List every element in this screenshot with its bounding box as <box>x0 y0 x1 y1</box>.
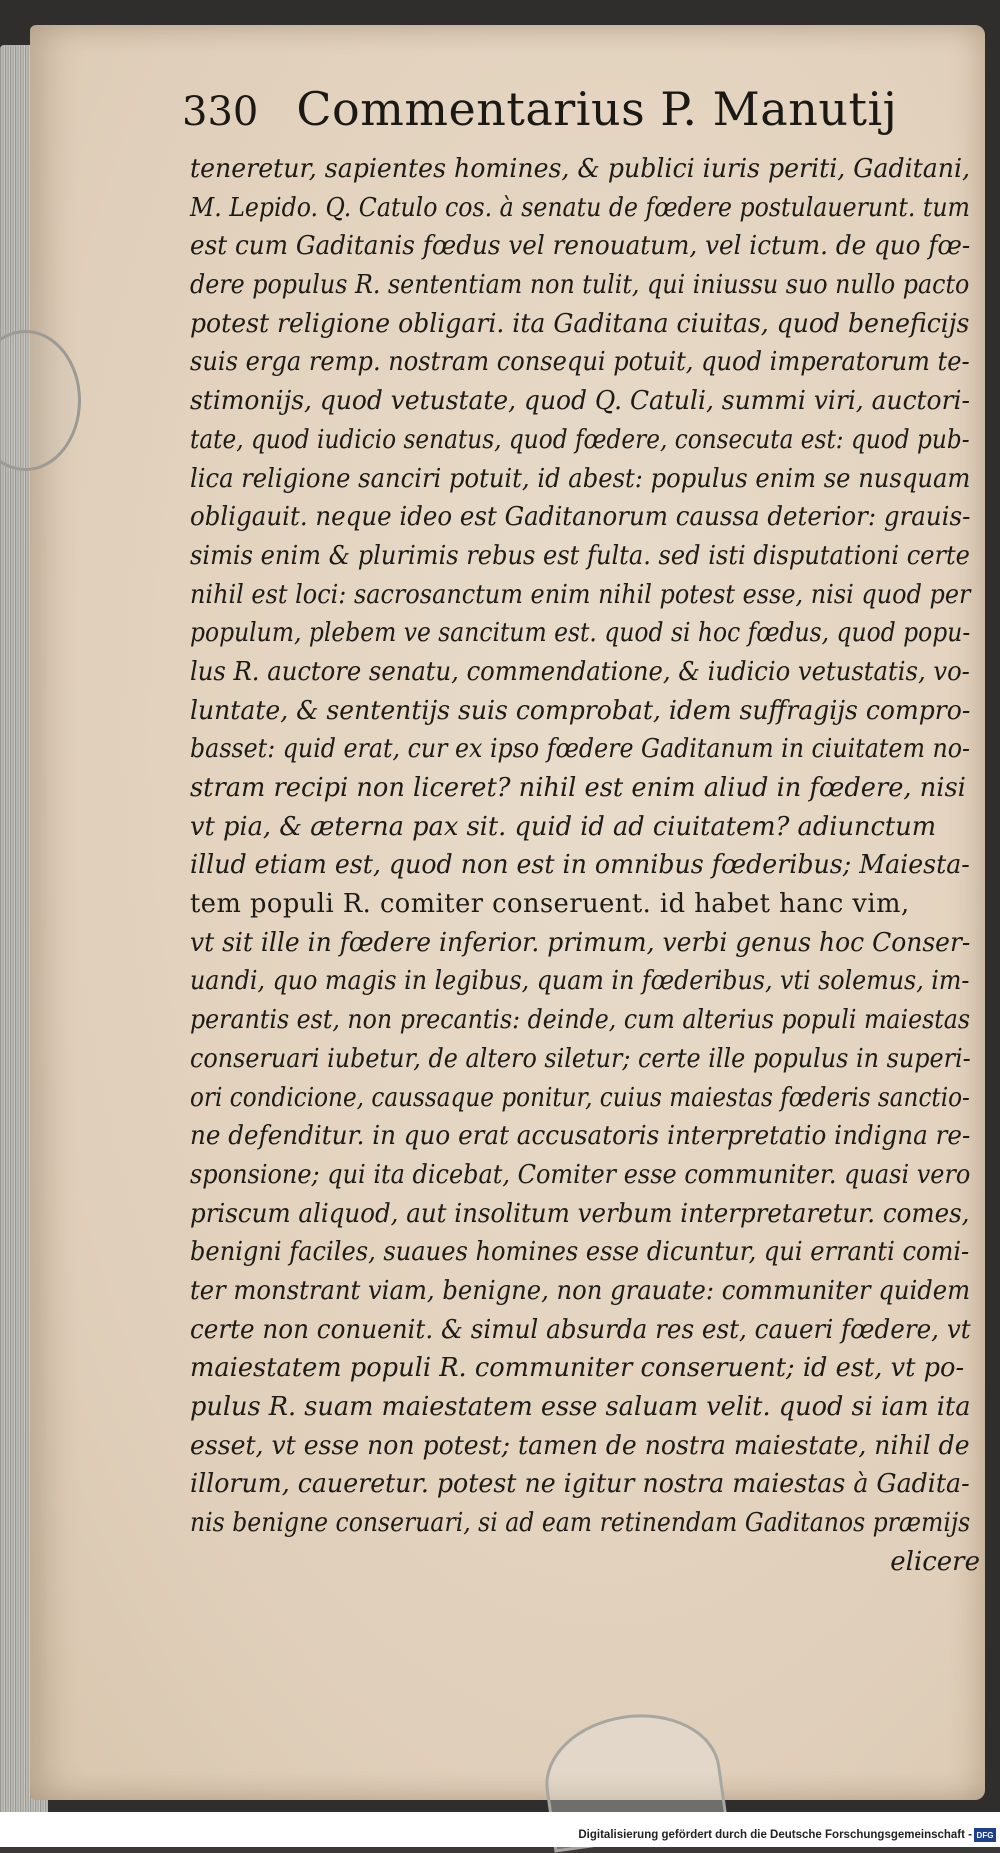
text-line: teneretur, sapientes homines, & publici iuris periti, Gaditani, <box>190 154 971 184</box>
text-line: luntate, & sententijs suis comprobat, idem suffragijs compro- <box>190 695 971 726</box>
page-number: 330 <box>182 89 259 135</box>
digitalisation-note: Digitalisierung gefördert durch die Deutsche Forschungsgemeinschaft - <box>578 1829 972 1841</box>
running-title: Commentarius P. Manutij <box>296 82 898 136</box>
text-line: stimonijs, quod vetustate, quod Q. Catuli, summi viri, auctori- <box>190 386 970 417</box>
text-line: obligauit. neque ideo est Gaditanorum caussa deterior: grauis- <box>190 502 971 533</box>
text-line: pulus R. suam maiestatem esse saluam velit. quod si iam ita <box>190 1392 971 1422</box>
text-line: conseruari iubetur, de altero siletur; certe ille populus in superi- <box>190 1043 971 1074</box>
text-line: illorum, caueretur. potest ne igitur nostra maiestas à Gadita- <box>190 1469 970 1500</box>
text-line: esset, vt esse non potest; tamen de nostra maiestate, nihil de <box>190 1430 970 1461</box>
text-line: stram recipi non liceret? nihil est enim aliud in fœdere, nisi <box>190 773 966 803</box>
text-line: tate, quod iudicio senatus, quod fœdere, consecuta est: quod pub- <box>190 424 970 455</box>
text-line: sponsione; qui ita dicebat, Comiter esse communiter. quasi vero <box>190 1159 971 1190</box>
text-line: ori condicione, caussaque ponitur, cuius maiestas fœderis sanctio- <box>190 1082 970 1113</box>
text-line: simis enim & plurimis rebus est fulta. sed isti disputationi certe <box>190 540 970 571</box>
page-header <box>182 82 942 142</box>
text-line: est cum Gaditanis fœdus vel renouatum, vel ictum. de quo fœ- <box>190 231 971 262</box>
text-line: tem populi R. comiter conseruent. id habet hanc vim, <box>190 889 910 920</box>
text-line: ne defenditur. in quo erat accusatoris interpretatio indigna re- <box>190 1121 971 1152</box>
text-line: suis erga remp. nostram consequi potuit, quod imperatorum te- <box>190 347 970 378</box>
text-line: basset: quid erat, cur ex ipso fœdere Gaditanum in ciuitatem no- <box>190 734 971 765</box>
text-line: benigni faciles, suaues homines esse dicuntur, qui erranti comi- <box>190 1237 970 1268</box>
text-line: illud etiam est, quod non est in omnibus fœderibus; Maiesta- <box>190 850 970 881</box>
text-line: ter monstrant viam, benigne, non grauate: communiter quidem <box>190 1275 971 1306</box>
text-line: lica religione sanciri potuit, id abest: populus enim se nusquam <box>190 463 971 494</box>
text-line: priscum aliquod, aut insolitum verbum interpretaretur. comes, <box>190 1198 970 1229</box>
text-line: dere populus R. sententiam non tulit, qui iniussu suo nullo pacto <box>190 270 970 301</box>
page-text <box>190 150 980 1581</box>
text-line: certe non conuenit. & simul absurda res est, caueri fœdere, vt <box>190 1314 971 1345</box>
dfg-logo: DFG <box>974 1828 996 1842</box>
text-line: vt pia, & æterna pax sit. quid id ad ciuitatem? adiunctum <box>190 811 937 842</box>
text-line: populum, plebem ve sancitum est. quod si hoc fœdus, quod popu- <box>190 618 971 649</box>
text-line: maiestatem populi R. communiter conseruent; id est, vt po- <box>190 1353 965 1384</box>
text-line: nis benigne conseruari, si ad eam retinendam Gaditanos præmijs <box>190 1508 971 1539</box>
text-line: nihil est loci: sacrosanctum enim nihil potest esse, nisi quod per <box>190 579 971 610</box>
text-line: perantis est, non precantis: deinde, cum alterius populi maiestas <box>190 1005 971 1036</box>
text-line: lus R. auctore senatu, commendatione, & iudicio vetustatis, vo- <box>190 656 970 687</box>
text-line: elicere <box>890 1546 980 1577</box>
text-line: uandi, quo magis in legibus, quam in fœderibus, vti solemus, im- <box>190 966 970 997</box>
text-line: M. Lepido. Q. Catulo cos. à senatu de fœdere postulauerunt. tum <box>190 192 970 223</box>
text-line: vt sit ille in fœdere inferior. primum, verbi genus hoc Conser- <box>190 927 971 958</box>
text-line: potest religione obligari. ita Gaditana ciuitas, quod beneficijs <box>190 308 970 339</box>
